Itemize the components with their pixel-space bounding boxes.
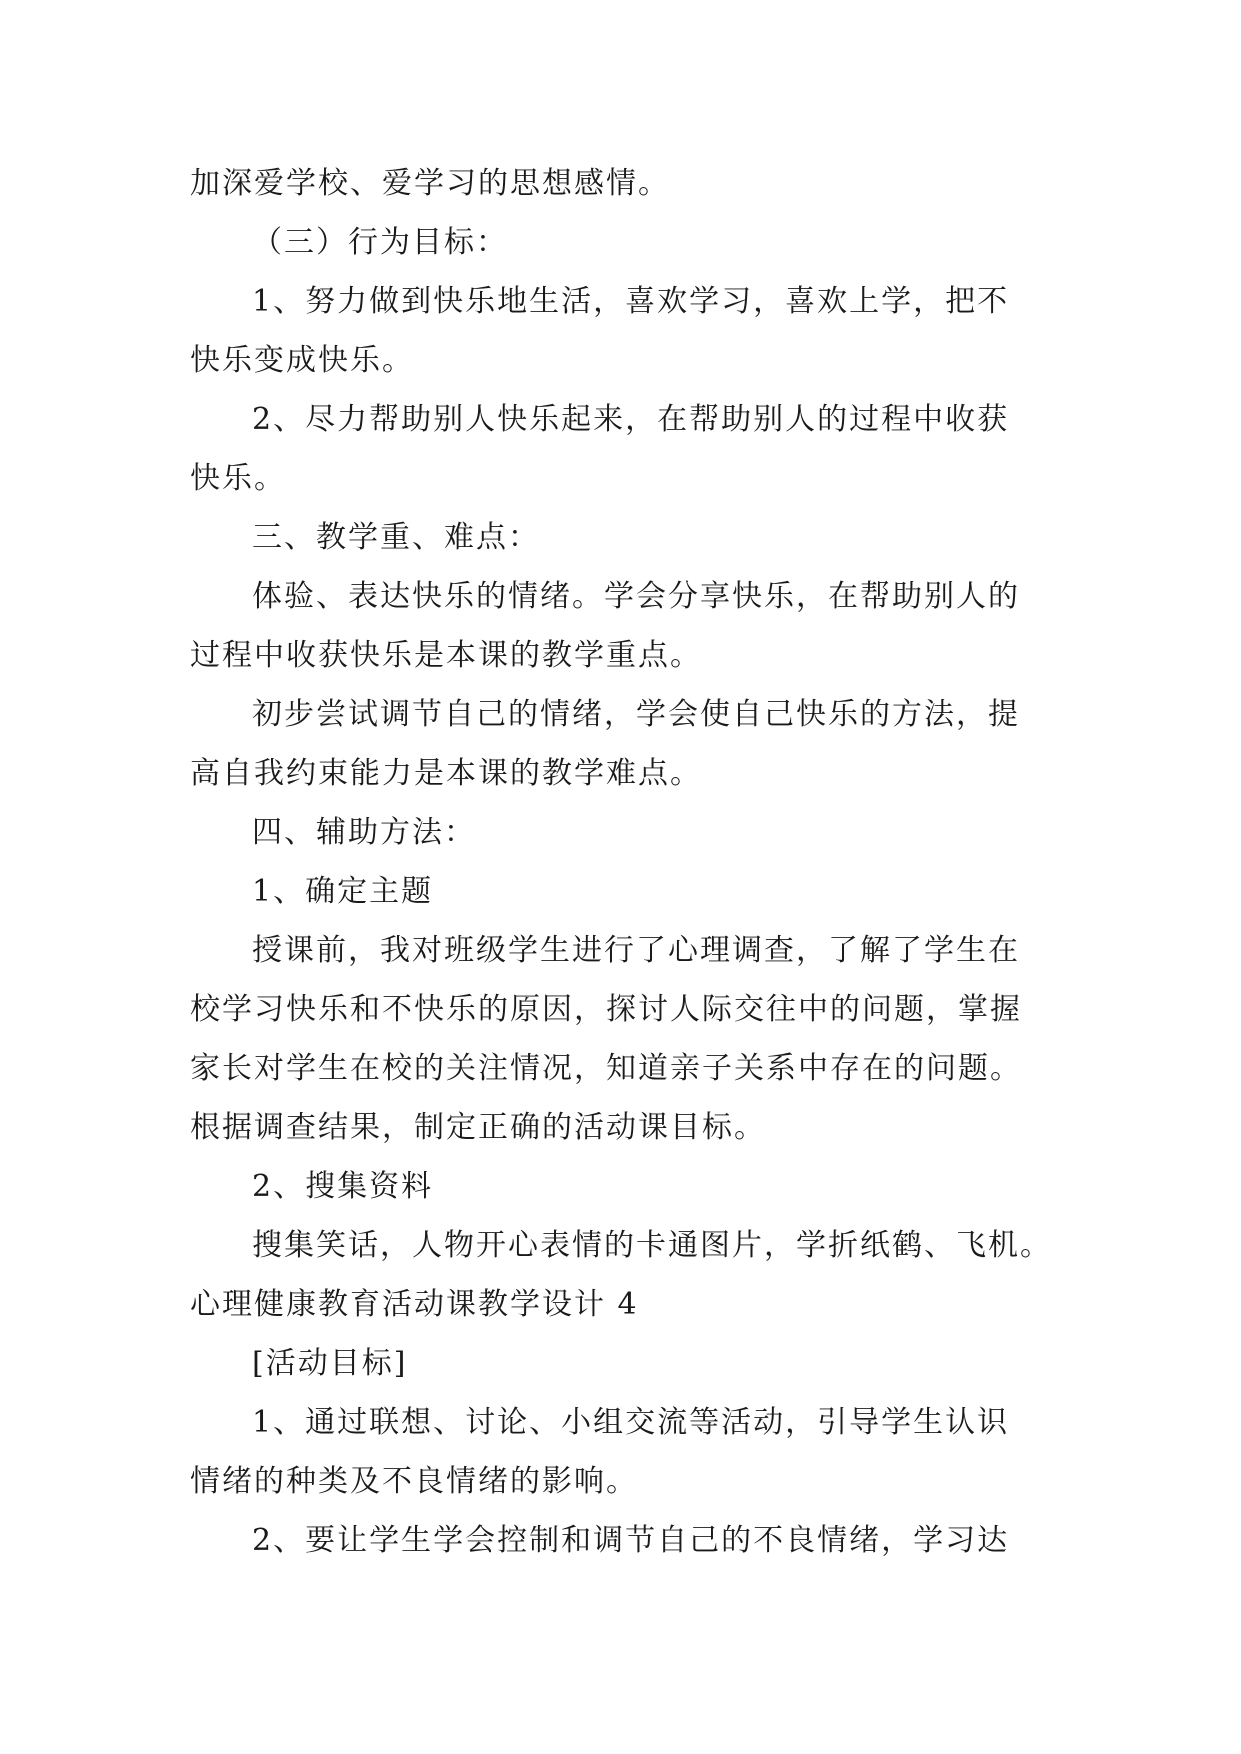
paragraph-line: 授课前，我对班级学生进行了心理调查，了解了学生在 (252, 933, 1020, 968)
paragraph-line: 体验、表达快乐的情绪。学会分享快乐，在帮助别人的 (252, 579, 1020, 614)
section-heading: [活动目标] (252, 1346, 408, 1381)
paragraph-line: 情绪的种类及不良情绪的影响。 (190, 1464, 638, 1499)
paragraph-line: 初步尝试调节自己的情绪，学会使自己快乐的方法，提 (252, 697, 1020, 732)
paragraph-line: 搜集笑话，人物开心表情的卡通图片，学折纸鹤、飞机。 (252, 1228, 1052, 1263)
section-heading: 三、教学重、难点： (252, 520, 540, 555)
paragraph-line: 高自我约束能力是本课的教学难点。 (190, 756, 702, 791)
paragraph-line: 快乐变成快乐。 (190, 343, 414, 378)
paragraph-line: 2、要让学生学会控制和调节自己的不良情绪，学习达 (252, 1523, 1010, 1558)
document-title: 心理健康教育活动课教学设计 4 (190, 1287, 639, 1322)
paragraph-line: 家长对学生在校的关注情况，知道亲子关系中存在的问题。 (190, 1051, 1022, 1086)
paragraph-line: 根据调查结果，制定正确的活动课目标。 (190, 1110, 766, 1145)
paragraph-line: 加深爱学校、爱学习的思想感情。 (190, 166, 670, 201)
paragraph-line: 1、努力做到快乐地生活，喜欢学习，喜欢上学，把不 (252, 284, 1010, 319)
section-heading: 四、辅助方法： (252, 815, 476, 850)
subsection-heading: 2、搜集资料 (252, 1169, 434, 1204)
paragraph-line: 校学习快乐和不快乐的原因，探讨人际交往中的问题，掌握 (190, 992, 1022, 1027)
paragraph-line: 过程中收获快乐是本课的教学重点。 (190, 638, 702, 673)
paragraph-line: 1、通过联想、讨论、小组交流等活动，引导学生认识 (252, 1405, 1010, 1440)
paragraph-line: 2、尽力帮助别人快乐起来，在帮助别人的过程中收获 (252, 402, 1010, 437)
section-heading: （三）行为目标： (252, 225, 508, 260)
subsection-heading: 1、确定主题 (252, 874, 434, 909)
paragraph-line: 快乐。 (190, 461, 286, 496)
